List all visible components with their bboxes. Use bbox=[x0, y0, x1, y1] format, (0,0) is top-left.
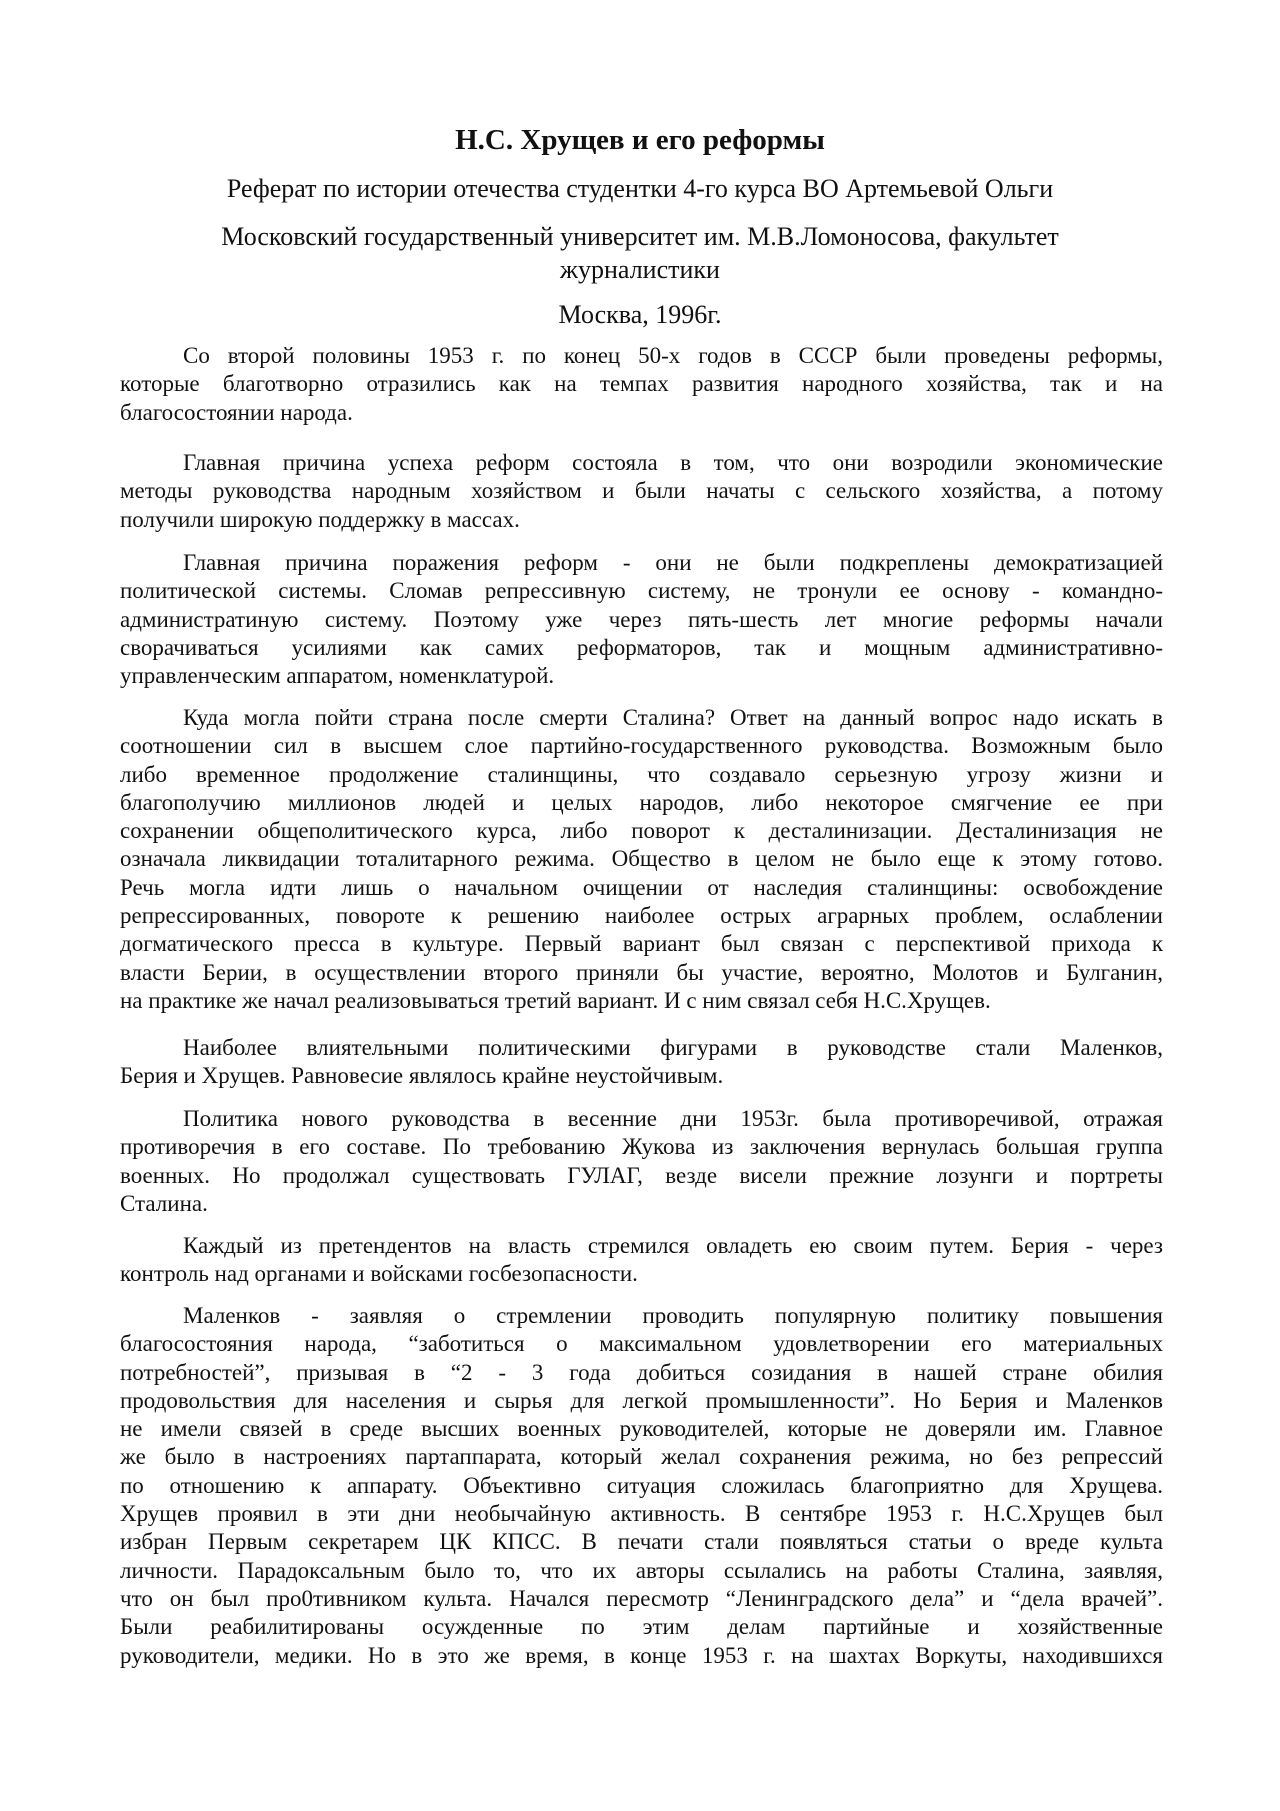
text-line: руководители, медики. Но в это же время, в конце 1953 г. на шахтах Воркуты, находившихся bbox=[120, 1642, 1163, 1668]
text-line: догматического пресса в культуре. Первый вариант был связан с перспективой прихода к bbox=[120, 931, 1163, 957]
text-line: избран Первым секретарем ЦК КПСС. В печати стали появляться статьи о вреде культа bbox=[120, 1529, 1163, 1555]
text-line: Главная причина поражения реформ - они не были подкреплены демократизацией bbox=[183, 550, 1163, 575]
text-line: Со второй половины 1953 г. по конец 50-х годов в СССР были проведены реформы, bbox=[183, 343, 1163, 368]
text-line: Маленков - заявляя о стремлении проводить популярную политику повышения bbox=[183, 1303, 1163, 1328]
paragraph bbox=[120, 1034, 1163, 1091]
document-title: Н.С. Хрущев и его реформы bbox=[455, 124, 825, 156]
paragraph bbox=[120, 1232, 1163, 1289]
text-line: Сталина. bbox=[120, 1190, 208, 1216]
paragraph bbox=[120, 704, 1163, 1015]
text-line: благополучию миллионов людей и целых народов, либо некоторое смягчение ее при bbox=[120, 789, 1163, 815]
text-line: означала ликвидации тоталитарного режима. Общество в целом не было еще к этому готово. bbox=[120, 846, 1163, 872]
text-line: власти Берии, в осуществлении второго приняли бы участие, вероятно, Молотов и Булганин, bbox=[120, 959, 1163, 985]
text-line: администратиную систему. Поэтому уже через пять-шесть лет многие реформы начали bbox=[120, 606, 1163, 632]
text-line: которые благотворно отразились как на темпах развития народного хозяйства, так и на bbox=[120, 371, 1163, 397]
paragraph bbox=[120, 1105, 1163, 1218]
text-line: по отношению к аппарату. Объективно ситуация сложилась благоприятно для Хрущева. bbox=[120, 1472, 1163, 1498]
text-line: не имели связей в среде высших военных руководителей, которые не доверяли им. Главное bbox=[120, 1416, 1163, 1442]
text-line: контроль над органами и войсками госбезопасности. bbox=[120, 1261, 638, 1287]
text-line: же было в настроениях партаппарата, который желал сохранения режима, но без репрессий bbox=[120, 1444, 1163, 1470]
text-line: Хрущев проявил в эти дни необычайную активность. В сентябре 1953 г. Н.С.Хрущев был bbox=[120, 1501, 1163, 1527]
place-year: Москва, 1996г. bbox=[558, 300, 722, 329]
text-line: получили широкую поддержку в массах. bbox=[120, 506, 520, 532]
text-line: Главная причина успеха реформ состояла в том, что они возродили экономические bbox=[183, 450, 1163, 475]
paragraph bbox=[120, 449, 1163, 534]
text-line: Были реабилитированы осужденные по этим делам партийные и хозяйственные bbox=[120, 1614, 1163, 1640]
university-line-2: журналистики bbox=[560, 255, 720, 284]
text-line: Политика нового руководства в весенние дни 1953г. была противоречивой, отражая bbox=[183, 1106, 1163, 1131]
text-line: потребностей”, призывая в “2 - 3 года добиться созидания в нашей стране обилия bbox=[120, 1359, 1163, 1385]
paragraph bbox=[120, 342, 1163, 427]
text-line: противоречия в его составе. По требованию Жукова из заключения вернулась большая группа bbox=[120, 1134, 1163, 1160]
text-line: Берия и Хрущев. Равновесие являлось крайне неустойчивым. bbox=[120, 1063, 724, 1089]
text-line: на практике же начал реализовываться третий вариант. И с ним связал себя Н.С.Хрущев. bbox=[120, 987, 991, 1013]
text-line: Куда могла пойти страна после смерти Сталина? Ответ на данный вопрос надо искать в bbox=[183, 705, 1163, 730]
document-subtitle: Реферат по истории отечества студентки 4-го курса ВО Артемьевой Ольги bbox=[226, 174, 1054, 203]
paragraph bbox=[120, 1302, 1163, 1670]
text-line: личности. Парадоксальным было то, что их авторы ссылались на работы Сталина, заявляя, bbox=[120, 1557, 1163, 1583]
text-line: сохранении общеполитического курса, либо поворот к десталинизации. Десталинизация не bbox=[120, 818, 1163, 844]
text-line: продовольствия для населения и сырья для легкой промышленности”. Но Берия и Маленков bbox=[120, 1387, 1163, 1413]
text-line: соотношении сил в высшем слое партийно-государственного руководства. Возможным было bbox=[120, 733, 1163, 759]
text-line: репрессированных, повороте к решению наиболее острых аграрных проблем, ослаблении bbox=[120, 903, 1163, 929]
text-line: методы руководства народным хозяйством и были начаты с сельского хозяйства, а потому bbox=[120, 478, 1163, 504]
university-line-1: Московский государственный университет им. М.В.Ломоносова, факультет bbox=[221, 222, 1059, 251]
text-line: что он был про0тивником культа. Начался пересмотр “Ленинградского дела” и “дела врачей”. bbox=[120, 1585, 1163, 1611]
text-line: либо временное продолжение сталинщины, что создавало серьезную угрозу жизни и bbox=[120, 761, 1163, 787]
text-line: Речь могла идти лишь о начальном очищении от наследия сталинщины: освобождение bbox=[120, 874, 1163, 900]
paragraph bbox=[120, 549, 1163, 690]
text-line: Каждый из претендентов на власть стремился овладеть ею своим путем. Берия - через bbox=[183, 1233, 1163, 1258]
text-line: управленческим аппаратом, номенклатурой. bbox=[120, 663, 555, 689]
text-line: благосостояния народа, “заботиться о максимальном удовлетворении его материальных bbox=[120, 1331, 1163, 1357]
text-line: сворачиваться усилиями как самих реформаторов, так и мощным административно- bbox=[120, 634, 1163, 660]
text-line: политической системы. Сломав репрессивную систему, не тронули ее основу - командно- bbox=[120, 578, 1163, 604]
text-line: Наиболее влиятельными политическими фигурами в руководстве стали Маленков, bbox=[183, 1035, 1163, 1060]
text-line: военных. Но продолжал существовать ГУЛАГ, везде висели прежние лозунги и портреты bbox=[120, 1162, 1163, 1188]
text-line: благосостоянии народа. bbox=[120, 399, 353, 425]
